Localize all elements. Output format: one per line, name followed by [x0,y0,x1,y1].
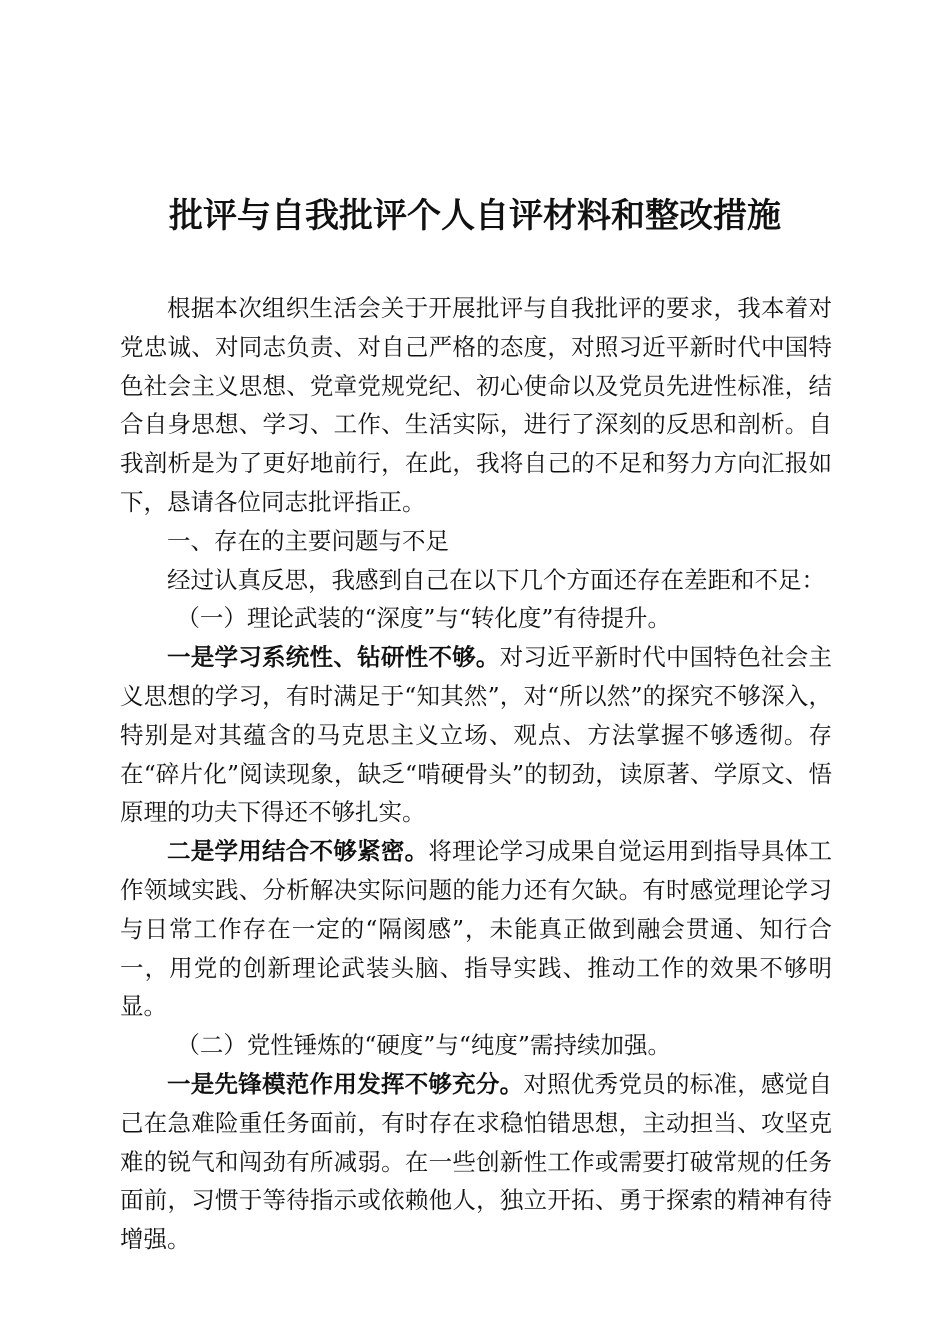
document-body [120,289,832,1259]
point-lead: 一是先锋模范作用发挥不够充分。 [167,1069,524,1098]
intro-paragraph: 根据本次组织生活会关于开展批评与自我批评的要求，我本着对党忠诚、对同志负责、对自己严格的态度，对照习近平新时代中国特色社会主义思想、党章党规党纪、初心使命以及党员先进性标准，结合自身思想、学习、工作、生活实际，进行了深刻的反思和剖析。自我剖析是为了更好地前行，在此，我将自己的不足和努力方向汇报如下，恳请各位同志批评指正。 [120,294,832,516]
section-1-heading: 一、存在的主要问题与不足 [167,526,449,555]
point-text: 对习近平新时代中国特色社会主义思想的学习，有时满足于“知其然”，对“所以然”的探究不够深入，特别是对其蕴含的马克思主义立场、观点、方法掌握不够透彻。存在“碎片化”阅读现象，缺乏“啃硬骨头”的韧劲，读原著、学原文、悟原理的功夫下得还不够扎实。 [120,643,833,827]
point-lead: 一是学习系统性、钻研性不够。 [167,643,500,672]
point-lead: 二是学用结合不够紧密。 [167,837,429,866]
subsection-2-heading: （二）党性锤炼的“硬度”与“纯度”需持续加强。 [176,1031,671,1060]
point-text: 将理论学习成果自觉运用到指导具体工作领域实践、分析解决实际问题的能力还有欠缺。有时感觉理论学习与日常工作存在一定的“隔阂感”，未能真正做到融会贯通、知行合一，用党的创新理论武装头脑、指导实践、推动工作的效果不够明显。 [120,837,833,1021]
subsection-2-point-1 [120,1065,832,1259]
subsection-1-point-1 [120,638,832,832]
section-1-intro: 经过认真反思，我感到自己在以下几个方面还存在差距和不足： [167,565,825,594]
subsection-1-heading: （一）理论武装的“深度”与“转化度”有待提升。 [176,604,671,633]
subsection-1-point-2 [120,832,832,1026]
document-title: 批评与自我批评个人自评材料和整改措施 [169,196,781,236]
point-text: 对照优秀党员的标准，感觉自己在急难险重任务面前，有时存在求稳怕错思想，主动担当、攻坚克难的锐气和闯劲有所减弱。在一些创新性工作或需要打破常规的任务面前，习惯于等待指示或依赖他人，独立开拓、勇于探索的精神有待增强。 [120,1069,833,1254]
